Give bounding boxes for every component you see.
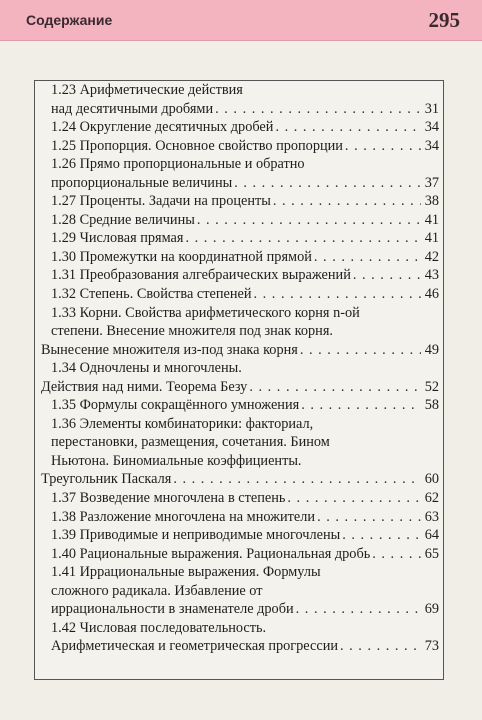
- toc-entry-title: пропорциональные величины: [51, 174, 233, 191]
- toc-entry: [51, 415, 439, 434]
- toc-entry: [51, 137, 439, 156]
- toc-entry: [51, 174, 439, 193]
- toc-entry-page: 31: [424, 100, 439, 117]
- toc-entry: [51, 211, 439, 230]
- toc-entry-page: 41: [424, 211, 439, 228]
- toc-leader-dots: [314, 248, 421, 267]
- toc-entry: [51, 100, 439, 119]
- page-header: [0, 0, 482, 40]
- toc-leader-dots: [197, 211, 421, 230]
- toc-entry-title: Треугольник Паскаля: [41, 471, 172, 488]
- toc-entry-page: 65: [424, 545, 439, 562]
- toc-entry-title: 1.35 Формулы сокращённого умножения: [51, 397, 300, 414]
- toc-leader-dots: [353, 266, 421, 285]
- toc-entry: [51, 563, 439, 582]
- toc-entry: [51, 359, 439, 378]
- toc-entry-page: 38: [424, 193, 439, 210]
- toc-entry-title: Действия над ними. Теорема Безу: [41, 378, 248, 395]
- toc-entry-title: 1.37 Возведение многочлена в степень: [51, 490, 286, 507]
- toc-leader-dots: [317, 508, 421, 527]
- toc-entry-title: 1.30 Промежутки на координатной прямой: [51, 248, 312, 265]
- toc-entry: [51, 81, 439, 100]
- toc-entry-title: 1.24 Округление десятичных дробей: [51, 119, 274, 136]
- toc-entry-page: 41: [424, 230, 439, 247]
- toc-entry-title: 1.40 Рациональные выражения. Рациональная дробь: [51, 545, 371, 562]
- toc-leader-dots: [301, 396, 421, 415]
- toc-leader-dots: [185, 229, 421, 248]
- toc-entry: [51, 155, 439, 174]
- toc-entry: [51, 229, 439, 248]
- toc-entry: [51, 304, 439, 323]
- toc-entry: [41, 378, 439, 397]
- section-title: Содержание: [26, 12, 113, 28]
- toc-entry-title: 1.28 Средние величины: [51, 211, 195, 228]
- toc-entry: [51, 322, 439, 341]
- toc-entry-title: 1.27 Проценты. Задачи на проценты: [51, 193, 271, 210]
- toc-entry-page: 34: [424, 137, 439, 154]
- toc-entry-title: 1.41 Иррациональные выражения. Формулы: [51, 564, 321, 581]
- toc-entry: [51, 285, 439, 304]
- toc-entry-page: 34: [424, 119, 439, 136]
- toc-entry-page: 64: [424, 527, 439, 544]
- toc-entry: [51, 637, 439, 656]
- toc-leader-dots: [173, 470, 421, 489]
- toc-entry-title: 1.39 Приводимые и неприводимые многочлены: [51, 527, 341, 544]
- toc-entry-title: Ньютона. Биномиальные коэффициенты.: [51, 452, 302, 469]
- toc-entry: [51, 118, 439, 137]
- toc-entry-title: степени. Внесение множителя под знак корня.: [51, 323, 333, 340]
- toc-entry: [51, 582, 439, 601]
- toc-entry: [51, 489, 439, 508]
- toc-leader-dots: [340, 637, 421, 656]
- toc-entry-title: 1.42 Числовая последовательность.: [51, 619, 267, 636]
- toc-leader-dots: [342, 526, 421, 545]
- toc-leader-dots: [234, 174, 421, 193]
- toc-entry-title: 1.26 Прямо пропорциональные и обратно: [51, 156, 305, 173]
- toc-entry-page: 58: [424, 397, 439, 414]
- toc-entry: [51, 526, 439, 545]
- toc-entry-title: 1.33 Корни. Свойства арифметического корня n-ой: [51, 304, 360, 321]
- toc-leader-dots: [296, 600, 421, 619]
- toc-entry-title: 1.31 Преобразования алгебраических выражений: [51, 267, 351, 284]
- toc-leader-dots: [275, 118, 421, 137]
- toc-entry: [51, 248, 439, 267]
- toc-entry-page: 60: [424, 471, 439, 488]
- toc-entry: [51, 600, 439, 619]
- toc-leader-dots: [345, 137, 421, 156]
- toc-list: [41, 81, 439, 656]
- toc-entry: [51, 192, 439, 211]
- toc-entry-title: 1.23 Арифметические действия: [51, 82, 243, 98]
- toc-entry-title: 1.32 Степень. Свойства степеней: [51, 286, 252, 303]
- toc-entry-title: 1.25 Пропорция. Основное свойство пропорции: [51, 137, 343, 154]
- toc-entry-title: 1.34 Одночлены и многочлены.: [51, 360, 242, 377]
- toc-leader-dots: [372, 545, 421, 564]
- toc-entry: [51, 266, 439, 285]
- toc-entry-title: 1.36 Элементы комбинаторики: факториал,: [51, 415, 314, 432]
- toc-entry-title: 1.29 Числовая прямая: [51, 230, 184, 247]
- toc-entry-page: 46: [424, 286, 439, 303]
- toc-entry-title: иррациональности в знаменателе дроби: [51, 601, 294, 618]
- toc-entry-page: 69: [424, 601, 439, 618]
- toc-entry-title: перестановки, размещения, сочетания. Бином: [51, 434, 330, 451]
- toc-entry: [51, 433, 439, 452]
- toc-leader-dots: [273, 192, 421, 211]
- toc-entry-page: 37: [424, 174, 439, 191]
- toc-entry-title: Арифметическая и геометрическая прогрессии: [51, 638, 338, 655]
- page-number: 295: [428, 8, 460, 32]
- toc-entry-title: над десятичными дробями: [51, 100, 214, 117]
- toc-entry: [51, 396, 439, 415]
- toc-leader-dots: [249, 378, 421, 397]
- toc-entry-page: 52: [424, 378, 439, 395]
- toc-leader-dots: [300, 341, 421, 360]
- toc-entry: [51, 452, 439, 471]
- toc-entry-title: 1.38 Разложение многочлена на множители: [51, 508, 316, 525]
- toc-leader-dots: [254, 285, 422, 304]
- toc-entry-page: 62: [424, 490, 439, 507]
- toc-entry-title: Вынесение множителя из-под знака корня: [41, 341, 298, 358]
- toc-entry: [51, 508, 439, 527]
- toc-entry: [41, 470, 439, 489]
- toc-entry: [41, 341, 439, 360]
- toc-entry-page: 63: [424, 508, 439, 525]
- toc-entry-title: сложного радикала. Избавление от: [51, 582, 263, 599]
- toc-entry-page: 49: [424, 341, 439, 358]
- toc-entry-page: 42: [424, 248, 439, 265]
- table-of-contents: [34, 80, 444, 680]
- toc-entry: [51, 545, 439, 564]
- toc-entry: [51, 619, 439, 638]
- toc-leader-dots: [215, 100, 421, 119]
- toc-entry-page: 73: [424, 638, 439, 655]
- toc-leader-dots: [287, 489, 421, 508]
- toc-entry-page: 43: [424, 267, 439, 284]
